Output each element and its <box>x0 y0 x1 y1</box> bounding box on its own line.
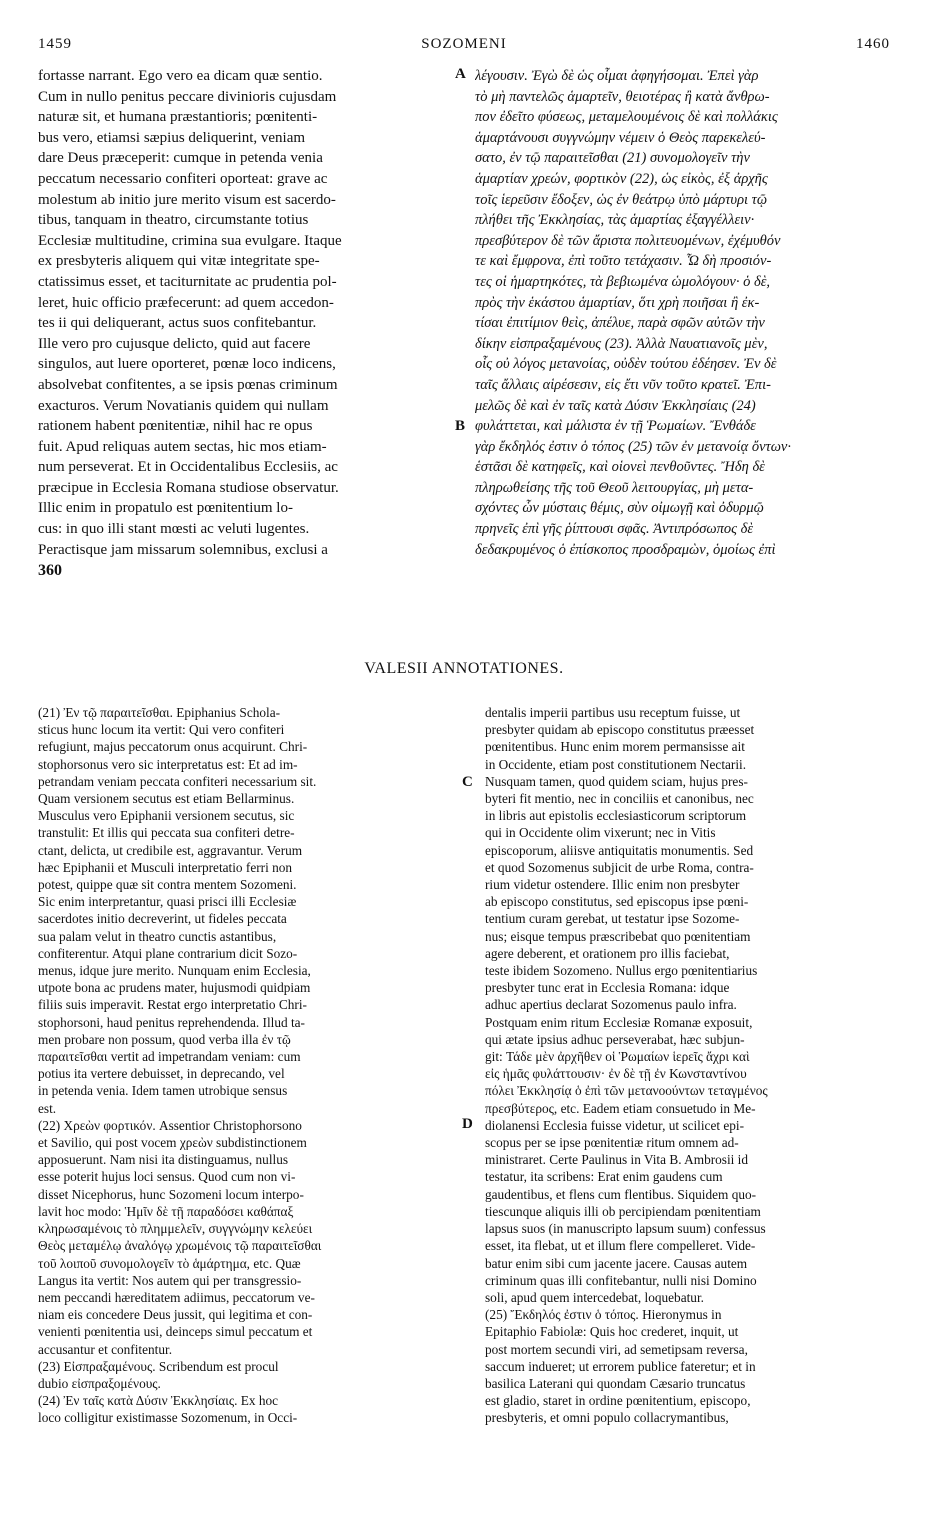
greek-text-line: ἁμαρτάνουσι συγγνώμην νέμειν ὁ Θεὸς παρεκελεύ- <box>475 129 766 146</box>
note-text-line: men probare non possum, quod verba illa ἐν τῷ <box>38 1031 291 1047</box>
note-text-line: Musculus vero Epiphanii versionem secutus, sic <box>38 808 295 824</box>
note-text-line: Langus ita vertit: Nos autem qui per transgressio- <box>38 1272 302 1288</box>
latin-text-line: dare Deus præceperit: cumque in petenda venia <box>38 150 323 167</box>
greek-text-line: φυλάττεται, καὶ μάλιστα ἐν τῇ Ῥωμαίων. Ἔνθάδε <box>475 418 756 435</box>
greek-text-line: μελῶς δὲ καὶ ἐν ταῖς κατὰ Δύσιν Ἐκκλησίαις (24) <box>475 397 756 414</box>
note-text-line: gaudentibus, et flens cum flentibus. Siquidem quo- <box>485 1186 757 1202</box>
latin-text-line: Ecclesiæ multitudine, crimina sua evulgare. Itaque <box>38 232 342 249</box>
note-text-line: filiis suis imperavit. Restat ergo interpretatio Chri- <box>38 997 307 1013</box>
note-text-line: pœnitentibus. Hunc enim morem permansisse ait <box>485 739 745 755</box>
note-text-line: tiescunque aliquis illi ob percipiendam pœnitentiam <box>485 1203 761 1219</box>
latin-text-line: num perseverat. Et in Occidentalibus Ecclesiis, ac <box>38 459 338 476</box>
note-text-line: transtulit: Et illis qui peccata sua confiteri detre- <box>38 825 295 841</box>
greek-text-line: ἑστᾶσι δὲ κατηφεῖς, καὶ οἱονεὶ πενθοῦντες. Ἤδη δὲ <box>475 459 765 476</box>
note-text-line: loco colligitur existimasse Sozomenum, in Occi- <box>38 1410 298 1426</box>
note-text-line: sacerdotes initio decreverint, ut fideles peccata <box>38 911 287 927</box>
note-text-line: rium videtur ostendere. Illic enim non presbyter <box>485 877 740 893</box>
note-text-line: et Savilio, qui post vocem χρεὼν subdistinctionem <box>38 1135 307 1151</box>
note-text-line: (22) Χρεὼν φορτικόν. Assentior Christophorsono <box>38 1117 302 1133</box>
note-text-line: εἰς ἡμᾶς φυλάττουσιν· ἐν δὲ τῇ ἐν Κωνσταντίνου <box>485 1066 747 1082</box>
latin-text-line: singulos, aut luere oporteret, pœnæ loco indicens, <box>38 356 336 373</box>
latin-text-line: leret, huic officio præfecerunt: ad quem accedon- <box>38 294 334 311</box>
notes-right-column <box>485 704 889 1427</box>
note-text-line: presbyter quidam ab episcopo constitutus præesset <box>485 722 755 738</box>
note-text-line: in libris aut epistolis ecclesiasticorum scriptorum <box>485 808 747 824</box>
note-text-line: petrandam veniam peccata confiteri necessarium sit. <box>38 773 317 789</box>
note-text-line: criminum quas illi confitebantur, nulli nisi Domino <box>485 1272 757 1288</box>
note-text-line: ctant, delicta, ut credibile est, aggravantur. Verum <box>38 842 303 858</box>
margin-marker-d: D <box>462 1116 473 1132</box>
note-text-line: qui in Occidente olim vixerunt; nec in Vitis <box>485 825 716 841</box>
greek-text-line: σχόντες ὧν μύσταις θέμις, σὺν οἰμωγῇ καὶ ὀδυρμῷ <box>475 500 764 517</box>
note-text-line: stophorsonus vero sic interpretatus est: Et ad im- <box>38 756 298 772</box>
note-text-line: qui ætate ipsius adhuc perseverabat, hæc subjun- <box>485 1031 745 1047</box>
latin-text-line: molestum ab initio jure merito visum est sacerdo- <box>38 191 336 208</box>
note-text-line: (23) Εἰσπραξαμένους. Scribendum est procul <box>38 1358 279 1374</box>
margin-marker-a: A <box>455 66 466 82</box>
greek-text-line: πρεσβύτερον δὲ τῶν ἄριστα πολιτευομένων, ἐχέμυθόν <box>475 232 781 249</box>
note-text-line: scopus per se ipse pœnitentiæ ritum omnem ad- <box>485 1135 739 1151</box>
note-text-line: dentalis imperii partibus usu receptum fuisse, ut <box>485 705 741 720</box>
latin-text-line: tibus, tanquam in theatro, circumstante totius <box>38 212 309 229</box>
latin-text-line: fortasse narrant. Ego vero ea dicam quæ sentio. <box>38 68 323 84</box>
note-text-line: lapsus suos (in manuscripto lapsum suum) confessus <box>485 1221 766 1237</box>
latin-text-line: absolvebat confitentes, a se ipsis pœnas criminum <box>38 376 338 393</box>
note-text-line: post mortem secundi viri, ad semetipsam reversa, <box>485 1341 748 1357</box>
note-text-line: potest, quippe quæ sit contra mentem Sozomeni. <box>38 877 297 893</box>
note-text-line: ministraret. Certe Paulinus in Vita B. Ambrosii id <box>485 1152 749 1168</box>
latin-text-line: naturæ sit, et humana præstantioris; pœnitenti- <box>38 109 318 126</box>
greek-text-line: τὸ μὴ παντελῶς ἁμαρτεῖν, θειοτέρας ἢ κατὰ ἄνθρω- <box>475 88 770 105</box>
note-text-line: teste ibidem Sozomeno. Nullus ergo pœnitentiarius <box>485 963 758 979</box>
greek-column <box>475 66 891 560</box>
note-text-line: sticus hunc locum ita vertit: Qui vero confiteri <box>38 722 285 738</box>
note-text-line: in petenda venia. Idem tamen utrobique sensus <box>38 1083 288 1099</box>
note-text-line: apposuerunt. Nam nisi ita distinguamus, nullus <box>38 1152 289 1168</box>
latin-text-line: fuit. Apud reliquas autem sectas, hic mos etiam- <box>38 438 327 455</box>
greek-text-line: πληρωθείσης τῆς τοῦ Θεοῦ λειτουργίας, μὴ μετα- <box>475 479 754 496</box>
note-text-line: κληρωσαμένοις τὸ πλημμελεῖν, συγγνώμην κελεύει <box>38 1221 313 1237</box>
latin-column <box>38 66 450 560</box>
page-number-left: 1459 <box>38 36 72 52</box>
latin-text-line: cus: in quo illi stant mœsti ac veluti lugentes. <box>38 521 310 538</box>
greek-text-line: οἷς οὐ λόγος μετανοίας, οὐδὲν τούτου ἐδέησεν. Ἐν δὲ <box>475 356 777 373</box>
latin-text-line: peccatum necessario confiteri oporteat: grave ac <box>38 170 328 187</box>
latin-text-line: ctatissimus esset, et taciturnitate ac prudentia pol- <box>38 273 337 290</box>
note-text-line: (21) Ἐν τῷ παραιτεῖσθαι. Epiphanius Schola- <box>38 705 281 720</box>
greek-text-line: τοῖς ἱερεῦσιν ἔδοξεν, ὡς ἐν θεάτρῳ ὑπὸ μάρτυρι τῷ <box>475 191 768 208</box>
note-text-line: esset, ita flebat, ut et illum flere compelleret. Vide- <box>485 1238 756 1254</box>
note-text-line: tentium curam gerebat, ut testatur ipse Sozome- <box>485 911 740 927</box>
note-text-line: ab episcopo constitutus, sed episcopus ipse pœni- <box>485 894 749 910</box>
greek-text-line: γὰρ ἔκδηλός ἐστιν ὁ τόπος (25) τῶν ἐν μετανοίᾳ ὄντων· <box>475 438 791 455</box>
note-text-line: soli, apud quem intercedebat, loquebatur. <box>485 1289 704 1305</box>
note-text-line: diolanensi Ecclesia fuisse videtur, ut scilicet epi- <box>485 1117 745 1133</box>
greek-text-line: δεδακρυμένος ὁ ἐπίσκοπος προσδραμὼν, ὁμοίως ἐπὶ <box>475 541 776 558</box>
note-text-line: byteri fit mentio, nec in conciliis et canonibus, nec <box>485 791 754 807</box>
greek-text-line: λέγουσιν. Ἐγὼ δὲ ὡς οἶμαι ἀφηγήσομαι. Ἐπεὶ γὰρ <box>475 68 759 84</box>
note-text-line: πόλει Ἐκκλησίᾳ ὁ ἐπὶ τῶν μετανοούντων τεταγμένος <box>485 1083 768 1099</box>
column-number-marker: 360 <box>38 562 62 579</box>
latin-text-line: Ille vero pro cujusque delicto, quid aut facere <box>38 335 311 352</box>
latin-text-line: tes ii qui deliquerant, actus suos confitebantur. <box>38 315 317 332</box>
note-text-line: in Occidente, etiam post constitutionem Nectarii. <box>485 756 747 772</box>
note-text-line: nus; eisque tempus præscribebat quo pœnitentiam <box>485 928 751 944</box>
note-text-line: (25) Ἔκδηλός ἐστιν ὁ τόπος. Hieronymus in <box>485 1307 722 1323</box>
note-text-line: stophorsoni, haud penitus reprehendenda. Illud ta- <box>38 1014 305 1030</box>
note-text-line: Epitaphio Fabiolæ: Quis hoc crederet, inquit, ut <box>485 1324 739 1340</box>
running-title: SOZOMENI <box>421 36 507 52</box>
note-text-line: hæc Epiphanii et Musculi interpretatio ferri non <box>38 859 293 875</box>
note-text-line: πρεσβύτερος, etc. Eadem etiam consuetudo in Me- <box>485 1100 756 1116</box>
note-text-line: τοῦ λοιποῦ συνομολογεῖν τὸ ἁμάρτημα, etc. Quæ <box>38 1255 301 1271</box>
note-text-line: menus, idque jure merito. Nunquam enim Ecclesia, <box>38 963 311 979</box>
latin-text-line: Peractisque jam missarum solemnibus, exclusi a <box>38 541 328 558</box>
margin-marker-c: C <box>462 774 473 790</box>
note-text-line: est. <box>38 1100 57 1116</box>
note-text-line: et quod Sozomenus subjicit de urbe Roma, contra- <box>485 859 754 875</box>
note-text-line: Postquam enim ritum Ecclesiæ Romanæ exposuit, <box>485 1014 753 1030</box>
latin-text-line: ex presbyteris aliquem qui vitæ integritate spe- <box>38 253 320 270</box>
greek-text-line: τίσαι ἐπιτίμιον θεὶς, ἀπέλυε, παρὰ σφῶν αὐτῶν τὴν <box>475 315 765 332</box>
margin-marker-b: B <box>455 418 466 434</box>
greek-text-line: τε καὶ ἔμφρονα, ἐπὶ τοῦτο τετάχασιν. Ὧ δὴ προσιόν- <box>475 253 772 270</box>
greek-text-line: τες οἱ ἡμαρτηκότες, τὰ βεβιωμένα ὡμολόγουν· ὁ δὲ, <box>475 273 771 290</box>
greek-text-line: πον ἐδεῖτο φύσεως, μεταμελουμένοις δὲ καὶ πολλάκις <box>475 109 778 126</box>
note-text-line: Sic enim interpretantur, quasi prisci illi Ecclesiæ <box>38 894 297 910</box>
latin-text-line: præcipue in Ecclesia Romana studiose observatur. <box>38 479 339 496</box>
note-text-line: Θεὸς μεταμέλῳ ἀναλόγῳ χρωμένοις τῷ παραιτεῖσθαι <box>38 1238 322 1254</box>
note-text-line: est gladio, staret in ordine pœnitentium, episcopo, <box>485 1393 751 1409</box>
note-text-line: episcoporum, aliisve antiquitatis monumentis. Sed <box>485 842 754 858</box>
note-text-line: esse poterit hujus loci sensus. Quod cum non vi- <box>38 1169 296 1185</box>
note-text-line: batur enim sibi cum jacente jacere. Causas autem <box>485 1255 748 1271</box>
note-text-line: disset Nicephorus, hunc Sozomeni locum interpo- <box>38 1186 304 1202</box>
greek-text-line: πρὸς τὴν ἑκάστου ἁμαρτίαν, ὅτι χρὴ ποιῆσαι ἢ ἐκ- <box>475 294 760 311</box>
latin-text-line: bus vero, etiamsi sæpius deliquerint, veniam <box>38 129 306 146</box>
note-text-line: nem peccandi hæreditatem adiimus, peccatorum ve- <box>38 1289 315 1305</box>
greek-text-line: ταῖς ἄλλαις αἱρέσεσιν, εἰς ἔτι νῦν τοῦτο κρατεῖ. Ἐπι- <box>475 376 771 393</box>
note-text-line: basilica Laterani qui quondam Cæsario truncatus <box>485 1375 746 1391</box>
note-text-line: testatur, ita scribens: Erat enim gaudens cum <box>485 1169 723 1185</box>
note-text-line: sua palam velut in theatro cunctis astantibus, <box>38 928 277 944</box>
page-number-right: 1460 <box>856 36 890 52</box>
note-text-line: utpote bona ac prudens mater, hujusmodi quidpiam <box>38 980 311 996</box>
note-text-line: accusantur et confitentur. <box>38 1341 173 1357</box>
note-text-line: παραιτεῖσθαι vertit ad impetrandam veniam: cum <box>38 1049 301 1065</box>
note-text-line: presbyteris, et omni populo collacrymantibus, <box>485 1410 729 1426</box>
latin-text-line: rationem habent pœnitentiæ, nihil hac re opus <box>38 418 313 435</box>
note-text-line: agere deberent, et orationem pro illis faciebat, <box>485 945 730 961</box>
note-text-line: presbyter tunc erat in Ecclesia Romana: idque <box>485 980 730 996</box>
note-text-line: venienti pœnitentia usi, deinceps simul peccatum et <box>38 1324 313 1340</box>
note-text-line: dubio εἰσπραξομένους. <box>38 1375 161 1391</box>
note-text-line: adhuc apertius declarat Sozomenus paulo infra. <box>485 997 737 1013</box>
note-text-line: lavit hoc modo: Ἡμῖν δὲ τῇ παραδόσει καθάπαξ <box>38 1203 294 1219</box>
note-text-line: niam eis concedere Deus jussit, qui legitima et con- <box>38 1307 313 1323</box>
note-text-line: potius ita vertere debuisset, in deprecando, vel <box>38 1066 285 1082</box>
greek-text-line: δίκην εἰσπραξαμένους (23). Ἀλλὰ Ναυατιανοῖς μὲν, <box>475 335 768 352</box>
note-text-line: git: Τάδε μὲν ἀρχῆθεν οἱ Ῥωμαίων ἱερεῖς ἄχρι καὶ <box>485 1049 750 1065</box>
note-text-line: (24) Ἐν ταῖς κατὰ Δύσιν Ἐκκλησίαις. Ex hoc <box>38 1393 279 1409</box>
latin-text-line: Cum in nullo penitus peccare divinioris cujusdam <box>38 88 337 105</box>
note-text-line: Quam versionem secutus est etiam Bellarminus. <box>38 791 295 807</box>
latin-text-line: exacturos. Verum Novatianis quidem qui nullam <box>38 397 329 414</box>
greek-text-line: πρηνεῖς ἐπὶ γῆς ῥίπτουσι σφᾶς. Ἀντιπρόσωπος δὲ <box>475 521 754 538</box>
greek-text-line: ἁμαρτίαν χρεών, φορτικὸν (22), ὡς εἰκὸς, ἐξ ἀρχῆς <box>475 170 768 187</box>
annotations-title: VALESII ANNOTATIONES. <box>364 660 564 677</box>
note-text-line: confiterentur. Atqui plane contrarium dicit Sozo- <box>38 945 298 961</box>
greek-text-line: πλήθει τῆς Ἐκκλησίας, τὰς ἁμαρτίας ἐξαγγέλλειν· <box>475 212 755 229</box>
notes-left-column <box>38 704 452 1427</box>
latin-text-line: Illic enim in propatulo est pœnitentium lo- <box>38 500 293 517</box>
note-text-line: saccum indueret; ut errorem publice fateretur; et in <box>485 1358 756 1374</box>
note-text-line: refugiunt, majus peccatorum onus acquirunt. Chri- <box>38 739 308 755</box>
note-text-line: Nusquam tamen, quod quidem sciam, hujus pres- <box>485 773 748 789</box>
greek-text-line: σατο, ἐν τῷ παραιτεῖσθαι (21) συνομολογεῖν τὴν <box>475 150 750 167</box>
